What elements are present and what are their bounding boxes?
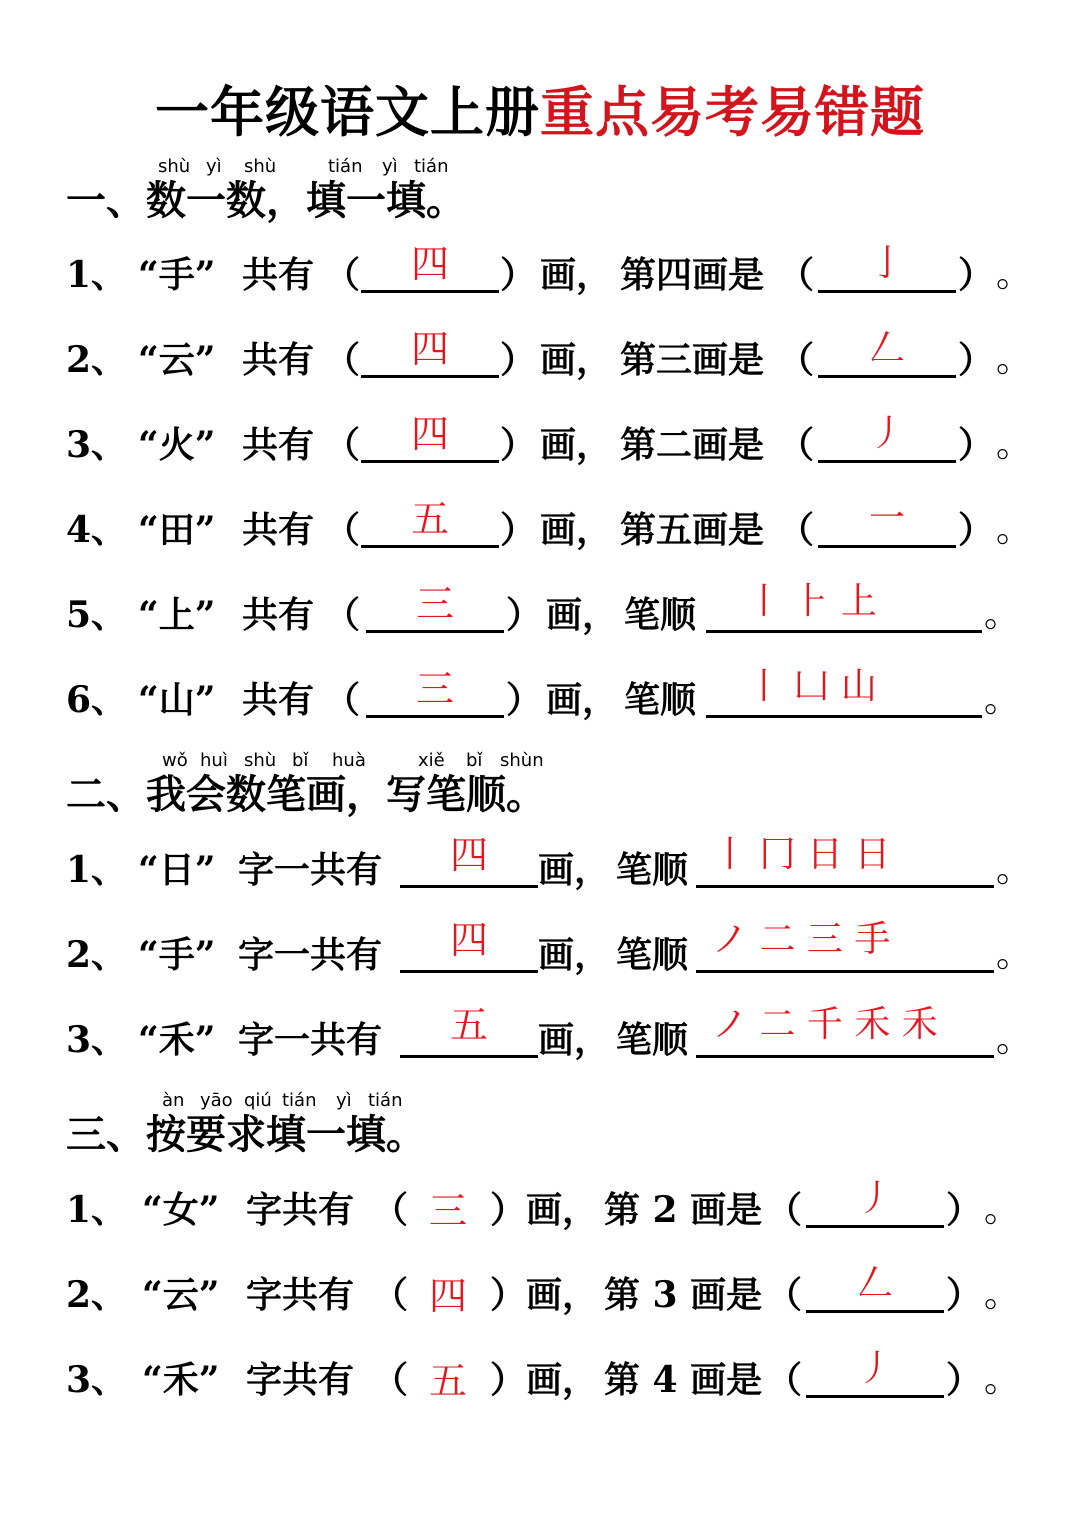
question-number: 2、 [66,934,128,976]
period: 。 [996,339,1033,380]
right-paren: ） [490,1189,527,1231]
answer-stroke: 丿 [868,413,905,454]
question-row [66,1003,1033,1065]
right-paren: ） [946,1359,983,1401]
pinyin: yì [382,156,398,177]
label-which-stroke: 第五画是 [620,509,765,551]
pinyin: bǐ [292,750,309,771]
left-paren: （ [324,254,361,296]
right-paren: ） [958,424,995,466]
pinyin-row [66,750,546,772]
right-paren: ） [500,339,537,381]
right-paren: ） [500,254,537,296]
section-title: 一、数一数，填一填。 [66,177,466,224]
right-paren: ） [958,509,995,551]
target-character: “云” [138,339,216,381]
label-bishun: 笔顺 [624,594,697,636]
title-black: 一年级语文上册 [155,80,540,144]
question-number: 1、 [66,1189,128,1231]
answer-stroke-count: 五 [449,1003,488,1047]
left-paren: （ [324,339,361,381]
label-gongyou: 共有 [242,679,315,721]
answer-stroke-count: 三 [415,582,454,626]
right-paren: ） [490,1359,527,1401]
question-row [66,1263,1026,1320]
target-character: “日” [138,849,216,891]
question-number: 3、 [66,424,128,466]
pinyin: yì [206,156,222,177]
section-title: 二、我会数笔画，写笔顺。 [66,771,546,818]
question-row [66,581,1026,640]
pinyin: yāo [200,1090,233,1111]
answer-stroke: 亅 [868,243,905,284]
pinyin: tián [328,156,363,177]
period: 。 [996,1019,1033,1060]
right-paren: ） [500,509,537,551]
target-character: “上” [138,594,216,636]
label-hua: 画， [538,849,611,891]
right-paren: ） [946,1189,983,1231]
question-number: 2、 [66,339,128,381]
target-character: “火” [138,424,216,466]
pinyin: shù [244,750,277,771]
answer-stroke-order: ノ 二 千 禾 禾 [712,1004,938,1045]
answer-stroke-order: 丨 冂 日 日 [712,834,891,875]
label-hua: 画， [540,254,613,296]
question-row [66,833,1033,895]
pinyin: àn [162,1090,185,1111]
label-bishun: 笔顺 [624,679,697,721]
question-number: 2、 [66,1274,128,1316]
label-which-stroke: 第 3 画是 [604,1274,763,1316]
period: 。 [984,1189,1021,1230]
left-paren: （ [324,424,361,466]
left-paren: （ [778,509,815,551]
pinyin: tián [414,156,449,177]
answer-stroke-count: 三 [428,1189,467,1233]
period: 。 [996,934,1033,975]
answer-stroke-count: 四 [410,327,449,371]
left-paren: （ [324,509,361,551]
pinyin-row [66,1090,426,1112]
left-paren: （ [324,679,361,721]
question-row [66,242,1033,300]
answer-stroke: 丿 [856,1348,893,1389]
answer-stroke-count: 四 [410,242,449,286]
pinyin: yì [336,1090,352,1111]
right-paren: ） [958,254,995,296]
label-gongyou: 共有 [242,594,315,636]
question-row [66,497,1033,555]
label-hua: 画， [546,594,619,636]
label-hua: 画， [540,509,613,551]
question-row [66,327,1033,385]
answer-stroke: 𠃋 [856,1263,893,1304]
question-number: 3、 [66,1019,128,1061]
label-which-stroke: 第四画是 [620,254,765,296]
period: 。 [984,1359,1021,1400]
period: 。 [996,424,1033,465]
right-paren: ） [506,679,543,721]
pinyin: tián [368,1090,403,1111]
answer-stroke-order: 丨 凵 山 [746,666,877,707]
question-number: 4、 [66,509,128,551]
period: 。 [984,594,1021,635]
answer-stroke-count: 四 [410,412,449,456]
left-paren: （ [778,339,815,381]
section-title: 三、按要求填一填。 [66,1111,426,1158]
right-paren: ） [490,1274,527,1316]
label-ziyigongyou: 字一共有 [238,849,383,891]
left-paren: （ [372,1359,409,1401]
label-zigongyou: 字共有 [246,1359,355,1401]
period: 。 [996,509,1033,550]
pinyin: shù [244,156,277,177]
label-ziyigongyou: 字一共有 [238,934,383,976]
target-character: “女” [142,1189,220,1231]
label-hua: 画， [526,1189,599,1231]
label-which-stroke: 第二画是 [620,424,765,466]
period: 。 [984,1274,1021,1315]
answer-stroke-order: ノ 二 三 手 [712,919,891,960]
label-gongyou: 共有 [242,424,315,466]
answer-stroke-order: 丨 ⺊ 上 [746,581,877,622]
label-bishun: 笔顺 [616,934,689,976]
label-zigongyou: 字共有 [246,1274,355,1316]
label-which-stroke: 第 4 画是 [604,1359,763,1401]
label-hua: 画， [526,1359,599,1401]
left-paren: （ [766,1359,803,1401]
pinyin: huì [200,750,228,771]
section-2-heading [66,750,546,818]
target-character: “手” [138,934,216,976]
label-gongyou: 共有 [242,254,315,296]
pinyin: huà [332,750,366,771]
left-paren: （ [766,1274,803,1316]
label-hua: 画， [540,424,613,466]
pinyin: xiě [418,750,445,771]
target-character: “云” [142,1274,220,1316]
answer-stroke: 一 [868,498,905,539]
page-title [0,70,1080,147]
left-paren: （ [372,1274,409,1316]
answer-stroke-count: 四 [428,1274,467,1318]
question-row [66,666,1026,725]
label-bishun: 笔顺 [616,1019,689,1061]
question-row [66,918,1033,980]
label-gongyou: 共有 [242,509,315,551]
period: 。 [996,254,1033,295]
left-paren: （ [372,1189,409,1231]
pinyin-row [66,156,466,178]
answer-stroke-count: 五 [428,1359,467,1403]
label-hua: 画， [538,1019,611,1061]
answer-stroke: 𠃋 [868,328,905,369]
target-character: “山” [138,679,216,721]
target-character: “禾” [142,1359,220,1401]
section-1-heading [66,156,466,224]
left-paren: （ [324,594,361,636]
question-row [66,1348,1026,1405]
label-gongyou: 共有 [242,339,315,381]
target-character: “禾” [138,1019,216,1061]
title-red: 重点易考易错题 [540,80,925,144]
right-paren: ） [506,594,543,636]
label-hua: 画， [540,339,613,381]
question-number: 5、 [66,594,128,636]
target-character: “手” [138,254,216,296]
answer-stroke-count: 四 [449,918,488,962]
right-paren: ） [946,1274,983,1316]
right-paren: ） [958,339,995,381]
pinyin: bǐ [466,750,483,771]
label-zigongyou: 字共有 [246,1189,355,1231]
answer-stroke: 丿 [856,1178,893,1219]
question-number: 3、 [66,1359,128,1401]
answer-stroke-count: 三 [415,667,454,711]
left-paren: （ [766,1189,803,1231]
answer-stroke-count: 五 [410,497,449,541]
question-number: 1、 [66,254,128,296]
label-hua: 画， [538,934,611,976]
pinyin: tián [282,1090,317,1111]
pinyin: shùn [500,750,544,771]
right-paren: ） [500,424,537,466]
period: 。 [984,679,1021,720]
label-bishun: 笔顺 [616,849,689,891]
question-number: 6、 [66,679,128,721]
pinyin: shù [158,156,191,177]
pinyin: qiú [244,1090,272,1111]
question-number: 1、 [66,849,128,891]
label-ziyigongyou: 字一共有 [238,1019,383,1061]
answer-stroke-count: 四 [449,833,488,877]
period: 。 [996,849,1033,890]
question-row [66,1178,1026,1235]
pinyin: wǒ [162,750,188,771]
label-hua: 画， [546,679,619,721]
left-paren: （ [778,254,815,296]
label-which-stroke: 第 2 画是 [604,1189,763,1231]
label-hua: 画， [526,1274,599,1316]
question-row [66,412,1033,470]
left-paren: （ [778,424,815,466]
label-which-stroke: 第三画是 [620,339,765,381]
target-character: “田” [138,509,216,551]
section-3-heading [66,1090,426,1158]
